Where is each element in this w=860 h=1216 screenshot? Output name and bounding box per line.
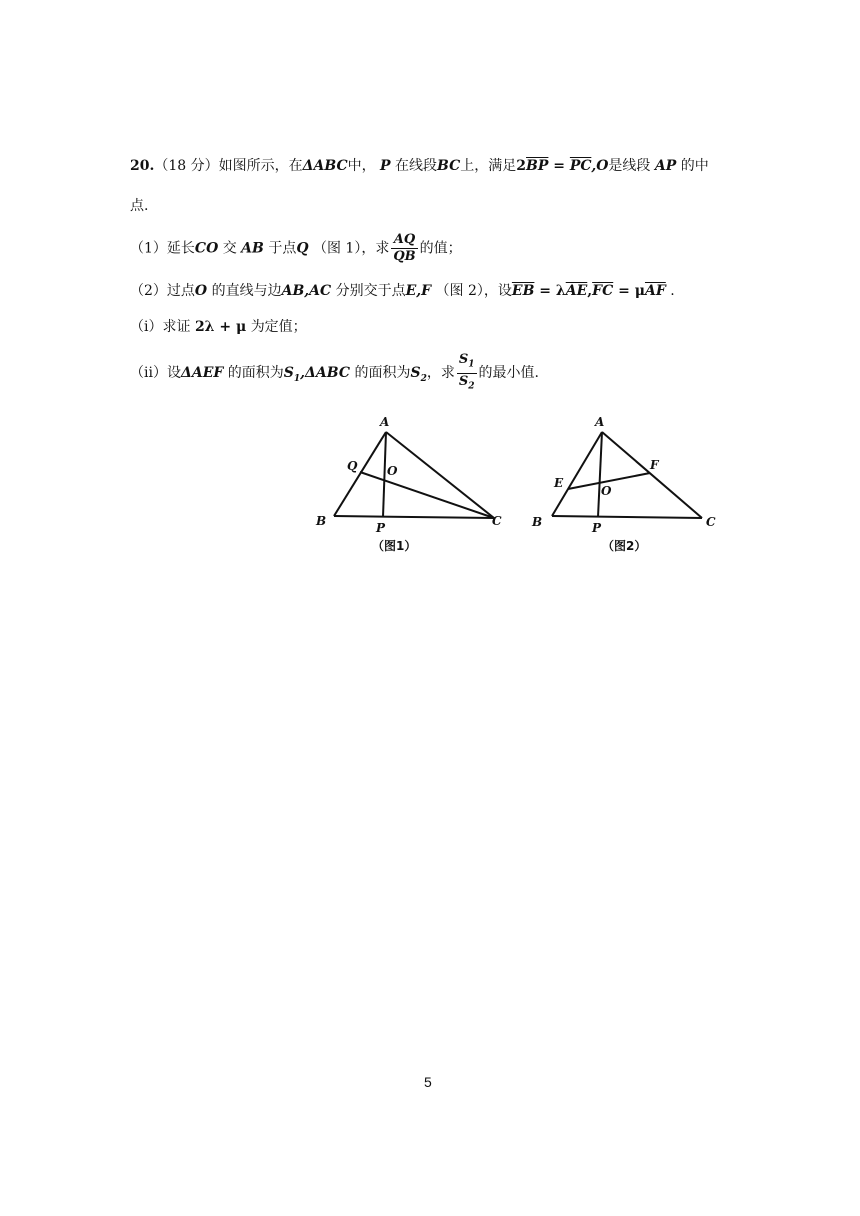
figure-2-caption: （图2） [602, 539, 647, 553]
math-p: P [380, 158, 391, 174]
text: S [410, 365, 421, 382]
math-ab-ac: AB,AC [281, 283, 332, 299]
fraction-denominator: QB [393, 249, 416, 264]
segment-qc [360, 472, 494, 518]
subscript: 1 [468, 359, 475, 370]
segment-ap [598, 432, 602, 517]
vector-af: $\overline{AF}$ [644, 283, 666, 299]
fraction-aq-qb [391, 232, 417, 265]
figure-1 [310, 408, 520, 558]
text: （ii）设 [130, 365, 181, 382]
segment-ac [602, 432, 702, 518]
fraction-s1-s2 [457, 352, 477, 394]
text: ，求 [426, 365, 455, 382]
segment-ac [386, 432, 494, 518]
text: （2）过点 [130, 283, 195, 299]
fraction-numerator [457, 352, 477, 374]
subscript: 2 [468, 381, 475, 392]
text: 为定值； [250, 319, 307, 335]
text: 如图所示，在 [218, 158, 303, 174]
text: （图 1），求 [312, 240, 390, 257]
math-triangle-aef: ΔAEF [180, 365, 224, 382]
text: 的面积为 [354, 365, 411, 382]
point-b-label: B [316, 514, 327, 528]
fraction-denominator [457, 374, 477, 395]
math-comma: , [587, 283, 593, 299]
math-ap: AP [654, 158, 677, 174]
point-b-label: B [532, 515, 543, 529]
vector-ae: $\overline{AE}$ [565, 283, 588, 299]
part-i-question [130, 317, 307, 337]
segment-bc [334, 516, 494, 518]
text: （1）延长 [130, 240, 195, 257]
figure-1-lines [334, 432, 494, 518]
vector-eb: $\overline{EB}$ [511, 283, 535, 299]
math-equals: = [548, 158, 570, 174]
math-co: CO [194, 240, 219, 257]
subscript: 1 [293, 373, 301, 384]
text: （i）求证 [130, 319, 191, 335]
text: 分别交于点 [335, 283, 406, 299]
point-f-label: F [650, 458, 659, 472]
vector-pc: $\overline{PC}$ [569, 158, 592, 174]
math-s2 [410, 365, 427, 384]
point-a-label: A [595, 415, 605, 429]
text: 上，满足 [460, 158, 517, 174]
math-bc: BC [437, 158, 461, 174]
part2-question [130, 281, 675, 301]
figure-1-caption: （图1） [372, 539, 417, 553]
subscript: 2 [420, 373, 427, 384]
point-q-label: Q [347, 459, 358, 473]
math-s1 [283, 365, 301, 384]
math-coefficient: 2 [516, 158, 527, 174]
figure-2-lines [552, 432, 702, 518]
text: （图 2），设 [435, 283, 512, 299]
math-o: O [194, 283, 208, 299]
point-c-label: C [492, 514, 502, 528]
point-o-label: O [387, 464, 398, 478]
problem-number: 20. [130, 158, 155, 174]
math-eq-mu: = μ [613, 283, 645, 299]
text: 的最小值. [478, 365, 539, 382]
segment-ab [334, 432, 386, 516]
point-c-label: C [706, 515, 716, 529]
point-e-label: E [554, 476, 564, 490]
math-triangle-abc: ΔABC [302, 158, 348, 174]
text: 的值； [419, 240, 462, 257]
vector-fc: $\overline{FC}$ [592, 283, 614, 299]
math-ab: AB [241, 240, 264, 257]
text: 交 [222, 240, 237, 257]
fraction-numerator: AQ [391, 232, 417, 249]
part1-question [130, 232, 462, 264]
segment-ap [383, 432, 386, 517]
vector-bp: $\overline{BP}$ [526, 158, 549, 174]
problem-points: （18 分） [154, 158, 219, 174]
page-number: 5 [424, 1074, 432, 1090]
math-e-f: E,F [405, 283, 432, 299]
problem-statement-line2 [130, 196, 148, 216]
figure-2 [524, 408, 724, 558]
text: 的中 [680, 158, 709, 174]
text: 点. [130, 198, 149, 214]
segment-ab [552, 432, 602, 516]
point-o-label: O [601, 484, 612, 498]
math-expression: 2λ + μ [194, 319, 247, 335]
math-eq-lambda: = λ [534, 283, 566, 299]
math-q: Q [296, 240, 309, 257]
point-a-label: A [380, 415, 390, 429]
math-o: ,O [591, 158, 609, 174]
text: . [665, 283, 675, 299]
text: 是线段 [608, 158, 651, 174]
problem-statement-line1 [130, 156, 709, 176]
part-ii-question [130, 352, 539, 392]
text: 的直线与边 [211, 283, 282, 299]
text: 在线段 [395, 158, 438, 174]
text: 的面积为 [227, 365, 284, 382]
text: S [283, 365, 294, 382]
segment-bc [552, 516, 702, 518]
math-triangle-abc: ,ΔABC [300, 365, 350, 382]
text: 于点 [268, 240, 297, 257]
text: 中， [347, 158, 376, 174]
point-p-label: P [592, 521, 602, 535]
text: S [458, 373, 469, 389]
text: S [458, 352, 469, 367]
point-p-label: P [376, 521, 386, 535]
